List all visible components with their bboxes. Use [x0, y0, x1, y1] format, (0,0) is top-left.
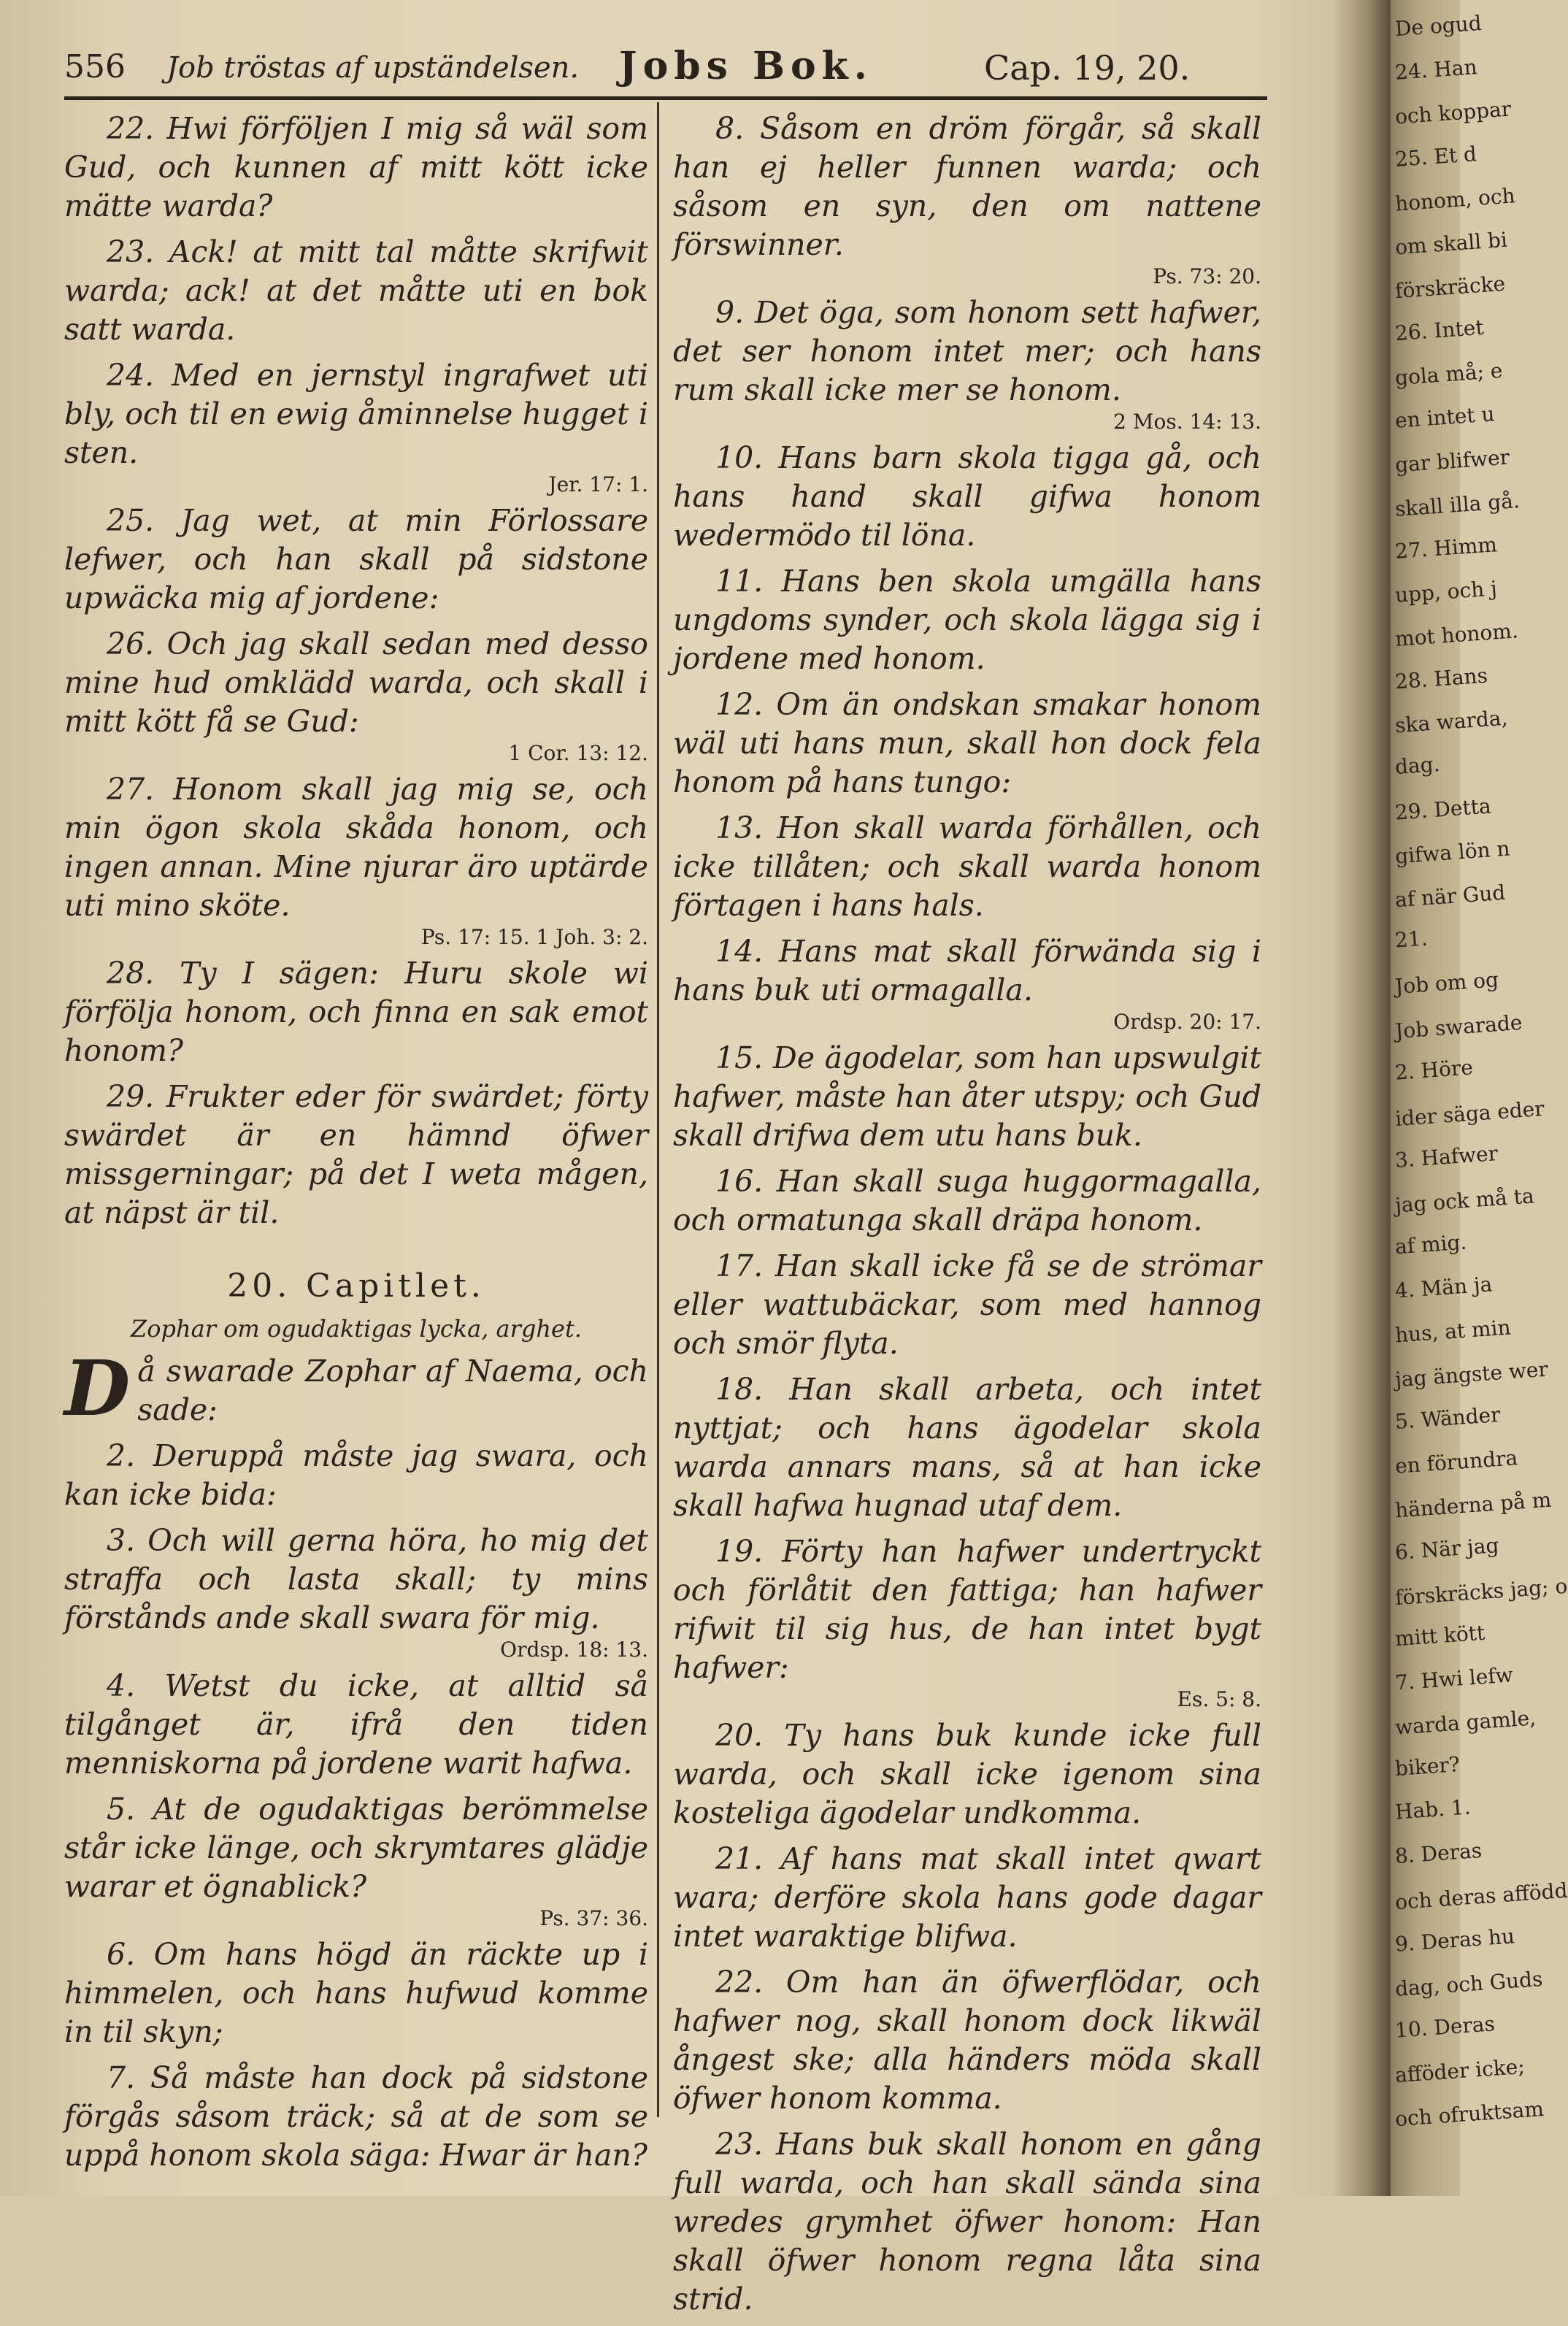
- cross-reference: 2 Mos. 14: 13.: [1113, 410, 1261, 434]
- verse: 29. Frukter eder för swärdet; förty swärdet är en hämnd öfwer missgerningar; på det I weta mågen, at näpst är til.: [64, 1079, 648, 1230]
- page-gutter-shadow: [1332, 0, 1391, 2196]
- facing-page-fragment: jag ängste wer: [1394, 1357, 1549, 1392]
- column-divider: [657, 102, 659, 2117]
- facing-page-fragment: en förundra: [1394, 1445, 1519, 1478]
- facing-page-fragment: warda gamle,: [1394, 1705, 1537, 1740]
- verse: 4. Wetst du icke, at alltid så tilgånget är, ifrå den tiden menniskorna på jordene warit hafwa.: [64, 1668, 648, 1781]
- facing-page-fragment: 6. När jag: [1394, 1532, 1500, 1565]
- verse: 28. Ty I sägen: Huru skole wi förfölja honom, och finna en sak emot honom?: [64, 956, 648, 1068]
- cross-reference: Ps. 73: 20.: [1153, 264, 1261, 288]
- facing-page-fragment: ider säga eder: [1394, 1096, 1545, 1131]
- facing-page-edge: [1391, 0, 1568, 2196]
- verse: 14. Hans mat skall förwända sig i hans buk uti ormagalla.: [673, 934, 1261, 1007]
- first-verse: [64, 1343, 648, 1433]
- facing-page-fragment: Hab. 1.: [1394, 1795, 1472, 1824]
- facing-page-fragment: 29. Detta: [1394, 794, 1492, 825]
- facing-page-fragment: 27. Himm: [1394, 532, 1498, 564]
- facing-page-fragment: 24. Han: [1394, 54, 1478, 85]
- verse: 11. Hans ben skola umgälla hans ungdoms synder, och skola lägga sig i jordene med honom.: [673, 564, 1261, 676]
- facing-page-fragment: biker?: [1394, 1751, 1461, 1781]
- verse: 18. Han skall arbeta, och intet nyttjat; och hans ägodelar skola warda annars mans, så at han icke skall hafwa hugnad utaf dem.: [673, 1372, 1261, 1523]
- facing-page-fragment: dag.: [1394, 751, 1441, 780]
- facing-page-fragment: honom, och: [1394, 183, 1516, 217]
- verse: 24. Med en jernstyl ingrafwet uti bly, och til en ewig åminnelse hugget i sten.: [64, 358, 648, 470]
- facing-page-fragment: 2. Höre: [1394, 1055, 1474, 1085]
- facing-page-fragment: och deras affödd: [1394, 1878, 1568, 1915]
- facing-page-fragment: upp, och j: [1394, 575, 1498, 607]
- first-verse-text: å swarade Zophar af Naema, och sade:: [137, 1354, 648, 1427]
- facing-page-fragment: gifwa lön n: [1394, 836, 1511, 869]
- cross-reference: Ordsp. 18: 13.: [500, 1638, 648, 1662]
- verse: 2. Deruppå måste jag swara, och kan icke bida:: [64, 1438, 648, 1512]
- facing-page-fragment: och koppar: [1394, 96, 1513, 129]
- facing-page-fragment: gar blifwer: [1394, 445, 1510, 477]
- verse: 9. Det öga, som honom sett hafwer, det ser honom intet mer; och hans rum skall icke mer se honom.: [673, 295, 1261, 407]
- verse: 6. Om hans högd än räckte up i himmelen, och hans hufwud komme in til skyn;: [64, 1937, 648, 2049]
- verse: 7. Så måste han dock på sidstone förgås såsom träck; så at de som se uppå honom skola säga: Hwar är han?: [64, 2060, 648, 2173]
- verse: 15. De ägodelar, som han upswulgit hafwer, måste han åter utspy; och Gud skall drifwa dem utu hans buk.: [673, 1040, 1261, 1153]
- facing-page-fragment: mitt kött: [1394, 1620, 1486, 1651]
- facing-page-fragment: mot honom.: [1394, 618, 1519, 652]
- facing-page-fragment: 10. Deras: [1394, 2011, 1496, 2043]
- facing-page-fragment: gola må; e: [1394, 358, 1504, 390]
- facing-page-fragment: Job om og: [1394, 967, 1499, 999]
- facing-page-fragment: af mig.: [1394, 1229, 1468, 1259]
- verse: 12. Om än ondskan smakar honom wäl uti hans mun, skall hon dock fela honom på hans tungo:: [673, 687, 1261, 799]
- cross-reference: Ps. 17: 15. 1 Joh. 3: 2.: [420, 925, 648, 949]
- facing-page-fragment: händerna på m: [1394, 1487, 1553, 1523]
- running-header: [64, 44, 1269, 95]
- facing-page-fragment: om skall bi: [1394, 227, 1508, 260]
- facing-page-fragment: 9. Deras hu: [1394, 1924, 1515, 1957]
- verses-chapter-20-cont: [673, 110, 1261, 2319]
- verse: 17. Han skall icke få se de strömar eller wattubäckar, som med hannog och smör flyta.: [673, 1248, 1261, 1361]
- verse: 26. Och jag skall sedan med desso mine hud omklädd warda, och skall i mitt kött få se Gud:: [64, 626, 648, 739]
- verse: 8. Såsom en dröm förgår, så skall han ej heller funnen warda; och såsom en syn, den om nattene förswinner.: [673, 111, 1261, 262]
- facing-page-fragment: 3. Hafwer: [1394, 1141, 1499, 1173]
- cross-reference: 1 Cor. 13: 12.: [508, 741, 648, 765]
- verse: 23. Ack! at mitt tal måtte skrifwit warda; ack! at det måtte uti en bok satt warda.: [64, 234, 648, 347]
- facing-page-fragment: 5. Wänder: [1394, 1402, 1502, 1434]
- facing-page-fragment: 28. Hans: [1394, 663, 1488, 694]
- page-number: 556: [64, 48, 126, 85]
- facing-page-fragment: 21.: [1394, 926, 1429, 953]
- verses-chapter-20: [64, 1437, 648, 2175]
- verse: 27. Honom skall jag mig se, och min ögon skola skåda honom, och ingen annan. Mine njurar äro uptärde uti mino sköte.: [64, 772, 648, 923]
- facing-page-fragment: en intet u: [1394, 402, 1496, 434]
- verse: 23. Hans buk skall honom en gång full warda, och han skall sända sina wredes grymhet öfwer honom: Han skall öfwer honom regna låta sina strid.: [673, 2127, 1261, 2317]
- facing-page-fragment: 26. Intet: [1394, 315, 1485, 346]
- verse: 16. Han skall suga huggormagalla, och ormatunga skall dräpa honom.: [673, 1164, 1261, 1237]
- verse: 20. Ty hans buk kunde icke full warda, och skall icke igenom sina kosteliga ägodelar undkomma.: [673, 1718, 1261, 1830]
- verse: 21. Af hans mat skall intet qwart wara; derföre skola hans gode dagar intet waraktige blifwa.: [673, 1841, 1261, 1954]
- facing-page-fragment: af när Gud: [1394, 880, 1507, 913]
- verse: 10. Hans barn skola tigga gå, och hans hand skall gifwa honom wedermödo til löna.: [673, 440, 1261, 553]
- cross-reference: Ordsp. 20: 17.: [1113, 1010, 1261, 1034]
- drop-cap: D: [64, 1343, 131, 1433]
- chapter-reference: Cap. 19, 20.: [984, 48, 1191, 88]
- facing-page-fragment: 7. Hwi lefw: [1394, 1662, 1514, 1696]
- facing-page-fragment: förskräcks jag; o: [1394, 1574, 1568, 1611]
- right-column: [673, 110, 1261, 2326]
- verse: 5. At de ogudaktigas berömmelse står icke länge, och skrymtares glädje warar et ögnablick?: [64, 1792, 648, 1904]
- verses-chapter-19: [64, 110, 648, 1232]
- facing-page-fragment: Job swarade: [1394, 1010, 1523, 1043]
- verse: 25. Jag wet, at min Förlossare lefwer, och han skall på sidstone upwäcka mig af jordene:: [64, 503, 648, 615]
- cross-reference: Es. 5: 8.: [1177, 1687, 1261, 1711]
- facing-page-fragment: 25. Et d: [1394, 141, 1477, 172]
- book-title: Jobs Bok.: [619, 44, 873, 88]
- facing-page-fragment: De ogud: [1394, 10, 1483, 42]
- chapter-title: 20. Capitlet.: [227, 1267, 485, 1305]
- cross-reference: Ps. 37: 36.: [539, 1906, 648, 1930]
- facing-page-fragment: ska warda,: [1394, 706, 1509, 738]
- facing-page-fragment: 4. Män ja: [1394, 1272, 1494, 1303]
- verse: 19. Förty han hafwer undertryckt och förlåtit den fattiga; han hafwer rifwit til sig hus, de han intet bygt hafwer:: [673, 1534, 1261, 1685]
- facing-page-fragment: afföder icke;: [1394, 2054, 1526, 2087]
- facing-page-fragment: dag, och Guds: [1394, 1966, 1544, 2001]
- verse: 3. Och will gerna höra, ho mig det straffa och lasta skall; ty mins förstånds ande skall swara för mig.: [64, 1523, 648, 1635]
- facing-page-fragment: hus, at min: [1394, 1315, 1512, 1348]
- verse: 13. Hon skall warda förhållen, och icke tillåten; och skall warda honom förtagen i hans hals.: [673, 810, 1261, 923]
- facing-page-fragment: 8. Deras: [1394, 1838, 1483, 1868]
- facing-page-fragment: och ofruktsam: [1394, 2097, 1545, 2132]
- facing-page-fragment: skall illa gå.: [1394, 488, 1521, 521]
- header-rule: [64, 96, 1267, 100]
- verse: 22. Om han än öfwerflödar, och hafwer nog, skall honom dock likwäl ångest ske; alla händers möda skall öfwer honom komma.: [673, 1965, 1261, 2116]
- left-column: [64, 110, 648, 2182]
- verse: 22. Hwi förföljen I mig så wäl som Gud, och kunnen af mitt kött icke mätte warda?: [64, 111, 648, 223]
- cross-reference: Jer. 17: 1.: [548, 472, 648, 496]
- facing-page-fragment: förskräcke: [1394, 271, 1507, 303]
- facing-page-fragment: jag ock må ta: [1394, 1183, 1535, 1218]
- running-title-left: Job tröstas af upständelsen.: [166, 51, 580, 85]
- chapter-summary: Zophar om ogudaktigas lycka, arghet.: [131, 1315, 582, 1343]
